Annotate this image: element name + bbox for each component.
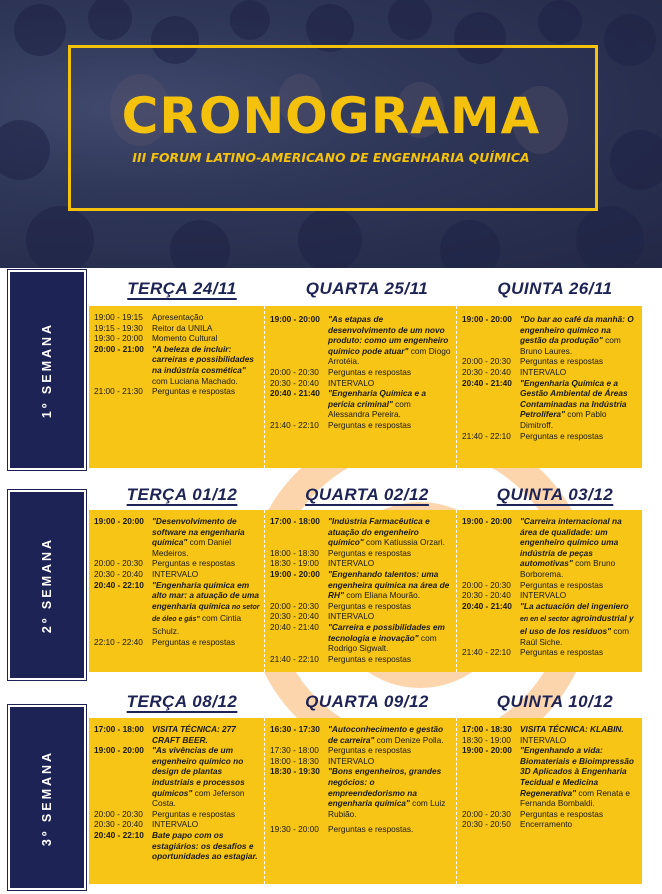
schedule-item: 18:30 - 19:00 INTERVALO bbox=[462, 734, 567, 745]
day-title: QUARTA 09/12 bbox=[305, 692, 429, 711]
schedule-item: 20:30 - 20:40 INTERVALO bbox=[462, 590, 567, 601]
schedule-item: 19:15 - 19:30 Reitor da UNILA bbox=[94, 322, 213, 333]
schedule-item: 20:00 - 20:30 Perguntas e respostas bbox=[462, 808, 604, 819]
week-label-2: 2º SEMANA bbox=[8, 490, 86, 680]
week-label-3: 3º SEMANA bbox=[8, 705, 86, 890]
schedule-item: 21:40 - 22:10 Perguntas e respostas bbox=[270, 653, 412, 664]
day-panel bbox=[265, 510, 457, 672]
schedule-item: 20:40 - 21:40 "La actuación del ingeniero en en el sector agroindustrial y el uso de los residuos" com Raúl Siche. bbox=[462, 600, 634, 647]
schedule-item: 21:40 - 22:10 Perguntas e respostas bbox=[462, 647, 604, 658]
schedule-item: 18:00 - 18:30 Perguntas e respostas bbox=[270, 547, 412, 558]
day-panel bbox=[89, 306, 265, 468]
day-title: QUINTA 10/12 bbox=[496, 692, 614, 711]
schedule-item: 18:30 - 19:30 "Bons engenheiros, grandes negócios: o empreendedorismo na engenharia química" com Luiz Rubião. bbox=[270, 766, 446, 819]
day-panel bbox=[457, 718, 642, 884]
schedule-item: 20:00 - 20:30 Perguntas e respostas bbox=[462, 579, 604, 590]
schedule-item: 20:30 - 20:40 INTERVALO bbox=[94, 819, 199, 830]
day-title: TERÇA 01/12 bbox=[126, 485, 238, 504]
schedule-item: 18:30 - 19:00 INTERVALO bbox=[270, 558, 375, 569]
schedule-item: 20:30 - 20:40 INTERVALO bbox=[94, 568, 199, 579]
schedule-item: 19:00 - 20:00 "Engenhando a vida: Biomateriais e Bioimpressão 3D Aplicados à Engenharia Tecidual e Medicina Regenerativa" com Renata e Fernanda Bombaldi. bbox=[462, 745, 634, 809]
schedule-item: 21:40 - 22:10 Perguntas e respostas bbox=[462, 430, 604, 441]
day-panel bbox=[89, 510, 265, 672]
day-panel bbox=[265, 718, 457, 884]
schedule-item: 19:00 - 19:15 Apresentação bbox=[94, 312, 204, 322]
day-title: QUARTA 25/11 bbox=[305, 279, 429, 298]
schedule-item: 20:30 - 20:40 INTERVALO bbox=[270, 611, 375, 622]
schedule-item: 20:40 - 22:10 "Engenharia química em alto mar: a atuação de uma engenharia química no setor de óleo e gás" com Cintia Schulz. bbox=[94, 579, 260, 636]
page-subtitle: III FORUM LATINO-AMERICANO DE ENGENHARIA QUÍMICA bbox=[132, 150, 530, 165]
schedule-item: 20:00 - 20:30 Perguntas e respostas bbox=[94, 558, 236, 569]
schedule-item: 17:30 - 18:00 Perguntas e respostas bbox=[270, 745, 412, 756]
page-title: CRONOGRAMA bbox=[121, 87, 541, 145]
schedule-item: 20:00 - 20:30 Perguntas e respostas bbox=[462, 356, 604, 367]
schedule-item: 21:40 - 22:10 Perguntas e respostas bbox=[270, 419, 412, 430]
day-panel bbox=[89, 718, 265, 884]
schedule-item: 17:00 - 18:00 VISITA TÉCNICA: 277 CRAFT BEER. bbox=[94, 724, 236, 745]
schedule-item: 20:40 - 21:40 "Carreira e possibilidades em tecnologia e inovação" com Rodrigo Sigwalt. bbox=[270, 621, 445, 654]
schedule-item: 20:00 - 20:30 Perguntas e respostas bbox=[270, 600, 412, 611]
day-panel bbox=[457, 306, 642, 468]
schedule-item: 17:00 - 18:30 VISITA TÉCNICA: KLABIN. bbox=[462, 724, 624, 734]
schedule-item: 19:30 - 20:00 Momento Cultural bbox=[94, 333, 218, 344]
schedule-item: 19:00 - 20:00 "As vivências de um engenheiro químico no design de plantas industriais e processos químicos" com Jeferson Costa. bbox=[94, 745, 245, 809]
schedule-item: 21:00 - 21:30 Perguntas e respostas bbox=[94, 386, 236, 397]
schedule-item: 20:40 - 21:40 "Engenharia Química e a Gestão Ambiental de Áreas Contaminadas na Indústria Petrolífera" com Pablo Dimitroff. bbox=[462, 377, 628, 430]
schedule-item: 20:40 - 22:10 Bate papo com os estagiários: os desafios e oportunidades ao estagiar. bbox=[94, 829, 258, 862]
day-title: QUINTA 03/12 bbox=[496, 485, 614, 504]
day-title: TERÇA 08/12 bbox=[126, 692, 238, 711]
hero-banner bbox=[0, 0, 662, 268]
schedule-item: 16:30 - 17:30 "Autoconhecimento e gestão de carreira" com Denize Polla. bbox=[270, 724, 444, 745]
week-label-1: 1º SEMANA bbox=[8, 270, 86, 470]
schedule-item: 20:30 - 20:50 Encerramento bbox=[462, 819, 573, 830]
schedule-item: 19:00 - 20:00 "Do bar ao café da manhã: O engenheiro químico na gestão da produção" com Bruno Laures. bbox=[462, 314, 634, 356]
schedule-item: 20:40 - 21:40 "Engenharia Química e a perícia criminal" com Alessandra Pereira. bbox=[270, 388, 426, 420]
schedule-item: 19:00 - 20:00 "As etapas de desenvolvimento de um novo produto: como um engenheiro químico pode atuar" com Diogo Arrotéia. bbox=[270, 314, 451, 367]
schedule-item: 19:00 - 20:00 "Engenhando talentos: uma engenheira química na área de RH" com Eliana Mourão. bbox=[270, 568, 450, 601]
day-title: TERÇA 24/11 bbox=[127, 279, 237, 298]
schedule-item: 20:30 - 20:40 INTERVALO bbox=[270, 377, 375, 388]
schedule-item: 19:30 - 20:00 Perguntas e respostas. bbox=[270, 824, 414, 835]
schedule-item: 19:00 - 20:00 "Carreira internacional na área de qualidade: um engenheiro químico uma indústria de peças automotivas" com Bruno Borborema. bbox=[462, 516, 622, 579]
day-title: QUINTA 26/11 bbox=[497, 279, 613, 298]
day-panel bbox=[457, 510, 642, 672]
schedule-item: 20:00 - 20:30 Perguntas e respostas bbox=[94, 808, 236, 819]
schedule-item: 17:00 - 18:00 "Indústria Farmacêutica e atuação do engenheiro químico" com Katiussia Orzari. bbox=[270, 516, 445, 548]
schedule-item: 19:00 - 20:00 "Desenvolvimento de software na engenharia química" com Daniel Medeiros. bbox=[94, 516, 245, 558]
schedule-item: 20:00 - 21:00 "A beleza de incluir: carreiras e possibilidades na indústria cosmética" com Luciana Machado. bbox=[94, 343, 254, 386]
day-title: QUARTA 02/12 bbox=[305, 485, 429, 504]
schedule-item: 22:10 - 22:40 Perguntas e respostas bbox=[94, 636, 236, 647]
schedule-item: 20:30 - 20:40 INTERVALO bbox=[462, 366, 567, 377]
schedule-item: 18:00 - 18:30 INTERVALO bbox=[270, 755, 375, 766]
schedule-item: 20:00 - 20:30 Perguntas e respostas bbox=[270, 366, 412, 377]
day-panel bbox=[265, 306, 457, 468]
